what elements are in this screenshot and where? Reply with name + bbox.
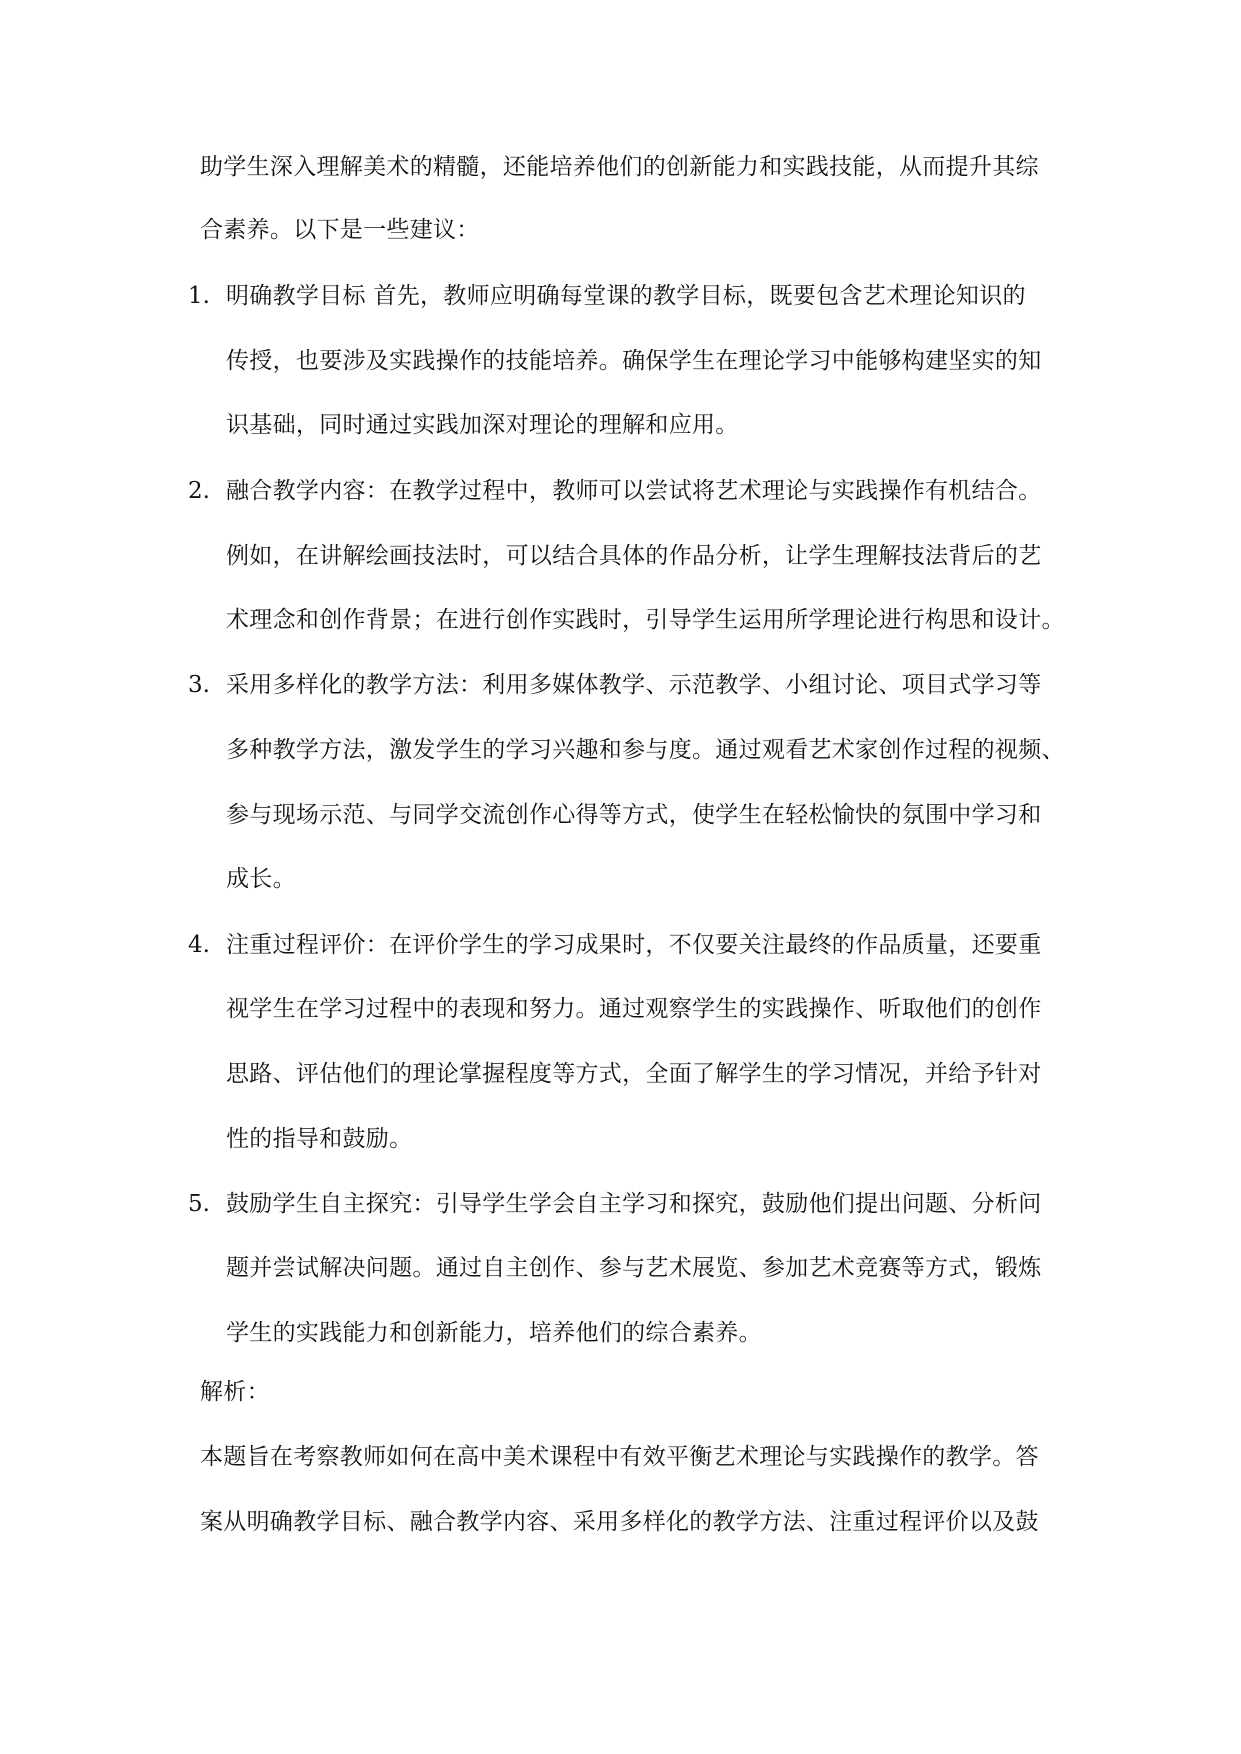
list-number: 2.: [188, 478, 210, 504]
list-item-line: 术理念和创作背景；在进行创作实践时，引导学生运用所学理论进行构思和设计。: [226, 607, 1065, 633]
list-item-line: 视学生在学习过程中的表现和努力。通过观察学生的实践操作、听取他们的创作: [226, 996, 1042, 1022]
list-item-line: 例如，在讲解绘画技法时，可以结合具体的作品分析，让学生理解技法背后的艺: [226, 543, 1042, 569]
list-number: 5.: [188, 1191, 210, 1217]
intro-line: 合素养。以下是一些建议：: [200, 217, 480, 243]
intro-line: 助学生深入理解美术的精髓，还能培养他们的创新能力和实践技能，从而提升其综: [200, 154, 1039, 180]
list-item-line: 多种教学方法，激发学生的学习兴趣和参与度。通过观看艺术家创作过程的视频、: [226, 737, 1065, 763]
list-item-line: 思路、评估他们的理论掌握程度等方式，全面了解学生的学习情况，并给予针对: [226, 1061, 1042, 1087]
list-item-line: 参与现场示范、与同学交流创作心得等方式，使学生在轻松愉快的氛围中学习和: [226, 802, 1042, 828]
list-item-line: 题并尝试解决问题。通过自主创作、参与艺术展览、参加艺术竞赛等方式，锻炼: [226, 1255, 1042, 1281]
list-item-line: 明确教学目标 首先，教师应明确每堂课的教学目标，既要包含艺术理论知识的: [226, 283, 1026, 309]
list-item-line: 传授，也要涉及实践操作的技能培养。确保学生在理论学习中能够构建坚实的知: [226, 348, 1042, 374]
list-number: 3.: [188, 672, 210, 698]
list-item-line: 成长。: [226, 866, 296, 892]
list-item-line: 注重过程评价：在评价学生的学习成果时，不仅要关注最终的作品质量，还要重: [226, 932, 1042, 958]
list-number: 1.: [188, 283, 210, 309]
list-item-line: 融合教学内容：在教学过程中，教师可以尝试将艺术理论与实践操作有机结合。: [226, 478, 1042, 504]
analysis-line: 本题旨在考察教师如何在高中美术课程中有效平衡艺术理论与实践操作的教学。答: [200, 1444, 1039, 1470]
list-item-line: 鼓励学生自主探究：引导学生学会自主学习和探究，鼓励他们提出问题、分析问: [226, 1191, 1042, 1217]
list-item-line: 采用多样化的教学方法：利用多媒体教学、示范教学、小组讨论、项目式学习等: [226, 672, 1042, 698]
list-item-line: 性的指导和鼓励。: [226, 1126, 413, 1152]
analysis-heading: 解析：: [200, 1379, 270, 1405]
list-number: 4.: [188, 932, 210, 958]
list-item-line: 学生的实践能力和创新能力，培养他们的综合素养。: [226, 1320, 762, 1346]
analysis-line: 案从明确教学目标、融合教学内容、采用多样化的教学方法、注重过程评价以及鼓: [200, 1509, 1039, 1535]
list-item-line: 识基础，同时通过实践加深对理论的理解和应用。: [226, 412, 739, 438]
